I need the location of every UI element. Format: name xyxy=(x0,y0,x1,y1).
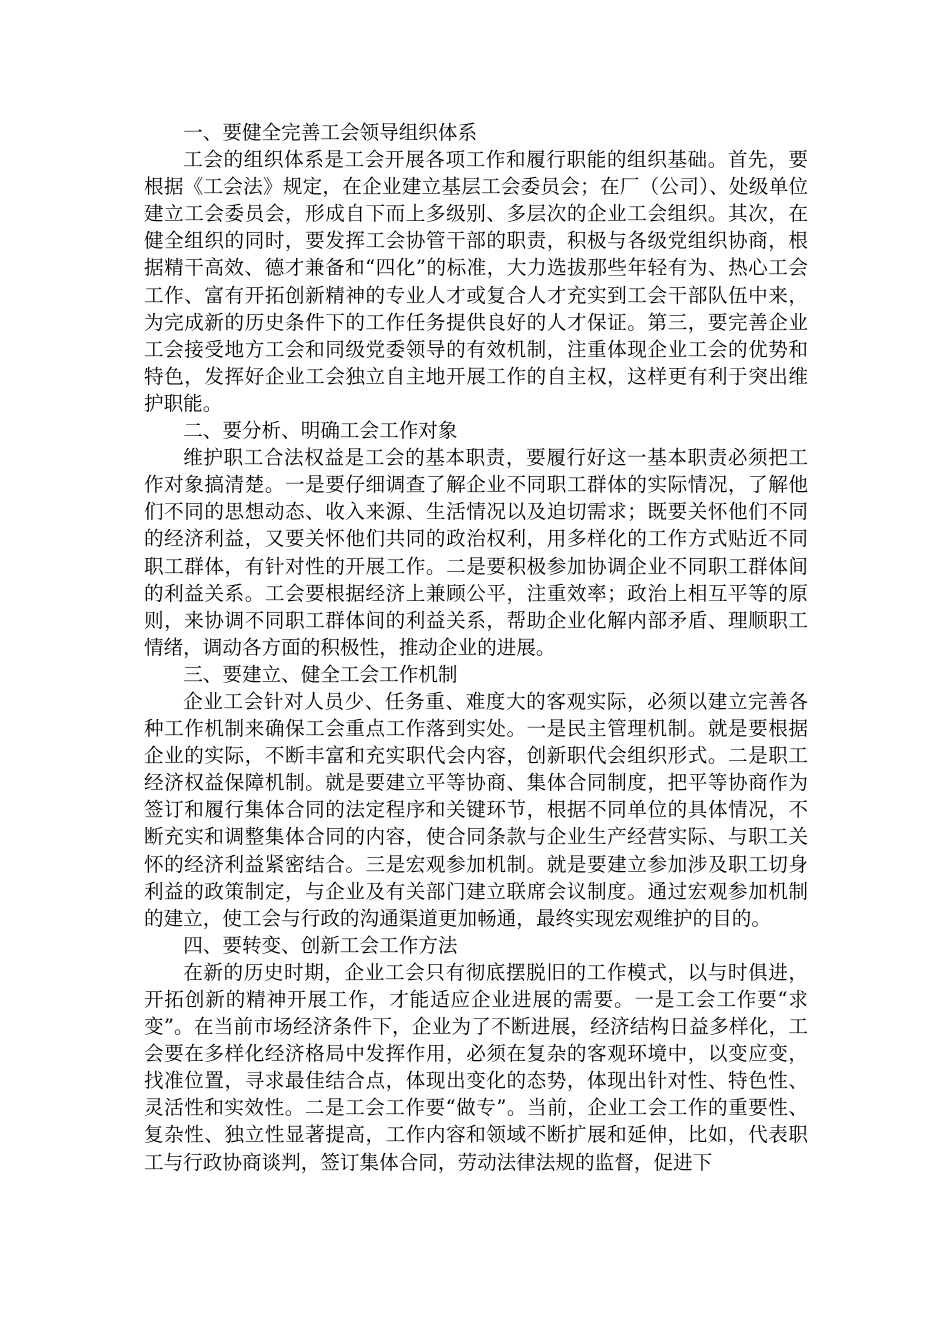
section-heading-4: 四、要转变、创新工会工作方法 xyxy=(183,933,458,957)
section-body-3: 企业工会针对人员少、任务重、难度大的客观实际，必须以建立完善各种工作机制来确保工会重点工作落到实处。一是民主管理机制。就是要根据企业的实际，不断丰富和充实职代会内容，创新职代会组织形式。二是职工经济权益保障机制。就是要建立平等协商、集体合同制度，把平等协商作为签订和履行集体合同的法定程序和关键环节，根据不同单位的具体情况，不断充实和调整集体合同的内容，使合同条款与企业生产经营实际、与职工关怀的经济利益紧密结合。三是宏观参加机制。就是要建立参加涉及职工切身利益的政策制定，与企业及有关部门建立联席会议制度。通过宏观参加机制的建立，使工会与行政的沟通渠道更加畅通，最终实现宏观维护的目的。 xyxy=(144,689,808,930)
document-page xyxy=(144,119,808,1176)
section-body-1: 工会的组织体系是工会开展各项工作和履行职能的组织基础。首先，要根据《工会法》规定，在企业建立基层工会委员会；在厂（公司）、处级单位建立工会委员会，形成自下而上多级别、多层次的企业工会组织。其次，在健全组织的同时，要发挥工会协管干部的职责，积极与各级党组织协商，根据精干高效、德才兼备和“四化”的标准，大力选拔那些年轻有为、热心工会工作、富有开拓创新精神的专业人才或复合人才充实到工会干部队伍中来，为完成新的历史条件下的工作任务提供良好的人才保证。第三，要完善企业工会接受地方工会和同级党委领导的有效机制，注重体现企业工会的优势和特色，发挥好企业工会独立自主地开展工作的自主权，这样更有利于突出维护职能。 xyxy=(144,148,808,415)
section-heading-3: 三、要建立、健全工会工作机制 xyxy=(183,662,458,686)
section-body-2: 维护职工合法权益是工会的基本职责，要履行好这一基本职责必须把工作对象搞清楚。一是要仔细调查了解企业不同职工群体的实际情况，了解他们不同的思想动态、收入来源、生活情况以及迫切需求；既要关怀他们不同的经济利益，又要关怀他们共同的政治权利，用多样化的工作方式贴近不同职工群体，有针对性的开展工作。二是要积极参加协调企业不同职工群体间的利益关系。工会要根据经济上兼顾公平，注重效率；政治上相互平等的原则，来协调不同职工群体间的利益关系，帮助企业化解内部矛盾、理顺职工情绪，调动各方面的积极性，推动企业的进展。 xyxy=(144,446,808,659)
section-body-4: 在新的历史时期，企业工会只有彻底摆脱旧的工作模式，以与时俱进，开拓创新的精神开展工作，才能适应企业进展的需要。一是工会工作要“求变”。在当前市场经济条件下，企业为了不断进展，经济结构日益多样化，工会要在多样化经济格局中发挥作用，必须在复杂的客观环境中，以变应变，找准位置，寻求最佳结合点，体现出变化的态势，体现出针对性、特色性、灵活性和实效性。二是工会工作要“做专”。当前，企业工会工作的重要性、复杂性、独立性显著提高，工作内容和领域不断扩展和延伸，比如，代表职工与行政协商谈判，签订集体合同，劳动法律法规的监督，促进下 xyxy=(144,960,808,1174)
section-heading-1: 一、要健全完善工会领导组织体系 xyxy=(183,121,478,144)
section-heading-2: 二、要分析、明确工会工作对象 xyxy=(183,419,458,443)
